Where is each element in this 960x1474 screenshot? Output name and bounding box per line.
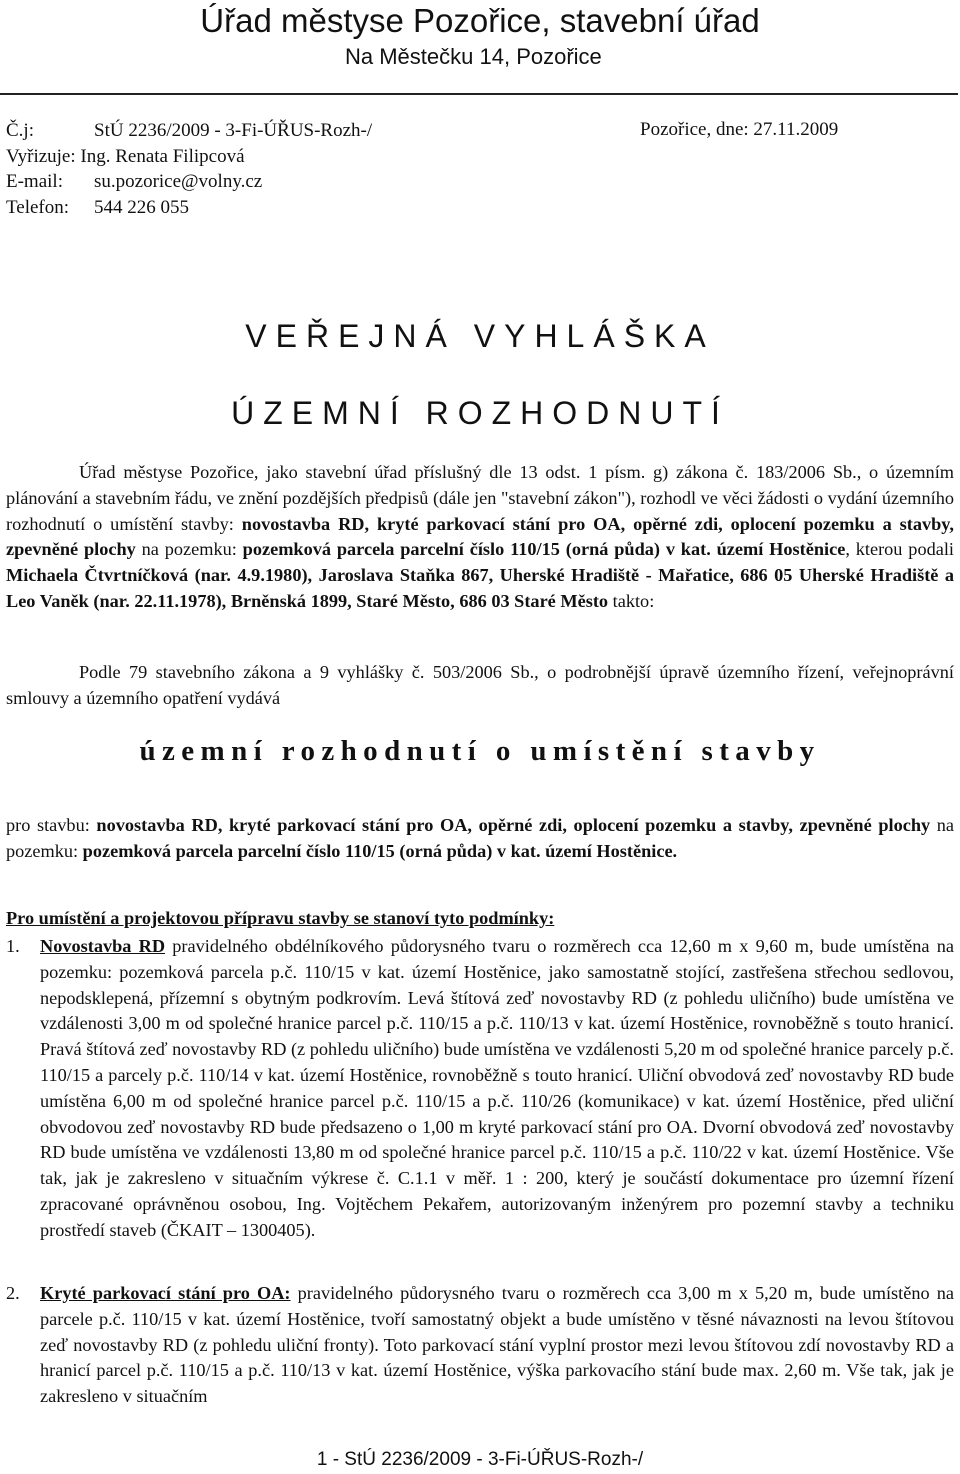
intro-text-2: na pozemku: bbox=[135, 539, 243, 560]
condition-text bbox=[40, 1281, 954, 1410]
for-building-name: novostavba RD, kryté parkovací stání pro OA, opěrné zdi, oplocení pozemku a stavby, zpevněné plochy bbox=[96, 815, 931, 835]
handled-by-row bbox=[6, 145, 245, 169]
intro-text-1: Úřad městyse Pozořice, jako stavební úřad příslušný dle 13 odst. 1 písm. g) zákona č. 183/2006 Sb., o územním plánování a stavebním řádu, ve znění pozdějších předpisů (dále jen "stavební zákon"), rozhodl ve věci žádosti o vydání územního rozhodnutí o umístění stavby: bbox=[6, 462, 954, 534]
email-row bbox=[6, 170, 262, 194]
condition-title: Novostavba RD bbox=[40, 936, 166, 956]
condition-item bbox=[6, 1281, 954, 1410]
intro-building-name: novostavba RD, kryté parkovací stání pro OA, opěrné zdi, oplocení pozemku a stavby, zpevněné plochy bbox=[6, 513, 954, 560]
zoning-decision-heading: ÚZEMNÍ ROZHODNUTÍ bbox=[231, 395, 729, 431]
intro-parcel: pozemková parcela parcelní číslo 110/15 (orná půda) v kat. území Hostěnice bbox=[242, 539, 846, 560]
condition-body: pravidelného půdorysného tvaru o rozměrech cca 3,00 m x 5,20 m, bude umístěno na parcele p.č. 110/15 v kat. území Hostěnice, tvoří samostatný objekt a bude umístěno v těsné návaznosti na levou štítovou zeď novostavby RD (z pohledu uliční fronty). Toto parkovací stání vyplní prostor mezi levou štítovou zdí novostavby RD a hranicí parcel p.č. 110/15 a p.č. 110/13 v kat. území Hostěnice, výška parkovacího stání bude max. 2,60 m. Vše tak, jak je zakresleno v situačním bbox=[40, 1283, 954, 1407]
condition-number: 2. bbox=[6, 1283, 20, 1303]
reference-number-label: Č.j: bbox=[6, 120, 34, 141]
handled-by-label: Vyřizuje: bbox=[6, 146, 76, 167]
email-label: E-mail: bbox=[6, 171, 63, 192]
intro-text-3: , kterou podali bbox=[845, 539, 954, 560]
condition-title: Kryté parkovací stání pro OA: bbox=[40, 1283, 291, 1303]
office-title: Úřad městyse Pozořice, stavební úřad bbox=[200, 2, 760, 39]
reference-number-row bbox=[6, 119, 372, 143]
header-divider bbox=[0, 93, 958, 95]
page-footer: 1 - StÚ 2236/2009 - 3-Fi-ÚŘUS-Rozh-/ bbox=[316, 1449, 644, 1470]
office-address: Na Městečku 14, Pozořice bbox=[345, 44, 602, 69]
phone-label: Telefon: bbox=[6, 197, 70, 218]
phone-value: 544 226 055 bbox=[94, 197, 189, 218]
decision-title: územní rozhodnutí o umístění stavby bbox=[139, 735, 821, 767]
reference-number-value: StÚ 2236/2009 - 3-Fi-ÚŘUS-Rozh-/ bbox=[94, 120, 373, 141]
document-date: Pozořice, dne: 27.11.2009 bbox=[640, 119, 839, 140]
intro-applicants: Michaela Čtvrtníčková (nar. 4.9.1980), Jaroslava Staňka 867, Uherské Hradiště - Mařatice, 686 05 Uherské Hradiště a Leo Vaněk (nar. 22.11.1978), Brněnská 1899, Staré Město, 686 03 Staré Město bbox=[6, 565, 954, 611]
public-notice-heading: VEŘEJNÁ VYHLÁŠKA bbox=[245, 318, 715, 354]
for-building-paragraph bbox=[6, 813, 954, 865]
for-building-text-1: pro stavbu: bbox=[6, 815, 97, 835]
condition-number: 1. bbox=[6, 936, 20, 956]
intro-paragraph bbox=[6, 460, 954, 615]
intro-text-4: takto: bbox=[608, 590, 655, 611]
for-building-parcel: pozemková parcela parcelní číslo 110/15 (orná půda) v kat. území Hostěnice. bbox=[82, 840, 678, 861]
condition-text bbox=[40, 934, 954, 1244]
handled-by-value: Ing. Renata Filipcová bbox=[80, 146, 245, 167]
email-value[interactable]: su.pozorice@volny.cz bbox=[94, 171, 263, 192]
conditions-heading: Pro umístění a projektovou přípravu stavby se stanoví tyto podmínky: bbox=[6, 908, 555, 928]
condition-item bbox=[6, 934, 954, 1244]
legal-basis-paragraph: Podle 79 stavebního zákona a 9 vyhlášky č. 503/2006 Sb., o podrobnější úpravě územního řízení, veřejnoprávní smlouvy a územního opatření vydává bbox=[6, 662, 954, 708]
for-building-text-2: na pozemku: bbox=[6, 815, 955, 861]
condition-body: pravidelného obdélníkového půdorysného tvaru o rozměrech cca 12,60 m x 9,60 m, bude umístěna na pozemku: pozemková parcela p.č. 110/15 v kat. území Hostěnice, jako samostatně stojící, zastřešena střechou sedlovou, nepodsklepená, přízemní s obytným podkrovím. Levá štítová zeď novostavby RD (z pohledu uličního) bude umístěna ve vzdálenosti 3,00 m od společné hranice parcel p.č. 110/15 a p.č. 110/13 v kat. území Hostěnice, rovnoběžně s touto hranicí. Pravá štítová zeď novostavby RD (z pohledu uličního) bude umístěna ve vzdálenosti 5,20 m od společné hranice parcely p.č. 110/15 a parcely p.č. 110/14 v kat. území Hostěnice, rovnoběžně s touto hranicí. Uliční obvodová zeď novostavby RD bude umístěna 6,00 m od společné hranice parcel p.č. 110/15 a p.č. 110/26 (komunikace) v kat. území Hostěnice, před uliční obvodovou zeď novostavby RD bude předsazeno o 1,00 m kryté parkovací stání pro OA. Dvorní obvodová zeď novostavby RD bude umístěna ve vzdálenosti 13,80 m od společné hranice parcel p.č. 110/15 a p.č. 110/22 v kat. území Hostěnice. Vše tak, jak je zakresleno v situačním výkrese č. C.1.1 v měř. 1 : 200, který je součástí dokumentace pro územní řízení zpracované oprávněnou osobou, Ing. Vojtěchem Pekařem, autorizovaným inženýrem pro pozemní stavby a techniku prostředí staveb (ČKAIT – 1300405). bbox=[40, 936, 955, 1240]
phone-row bbox=[6, 196, 189, 220]
